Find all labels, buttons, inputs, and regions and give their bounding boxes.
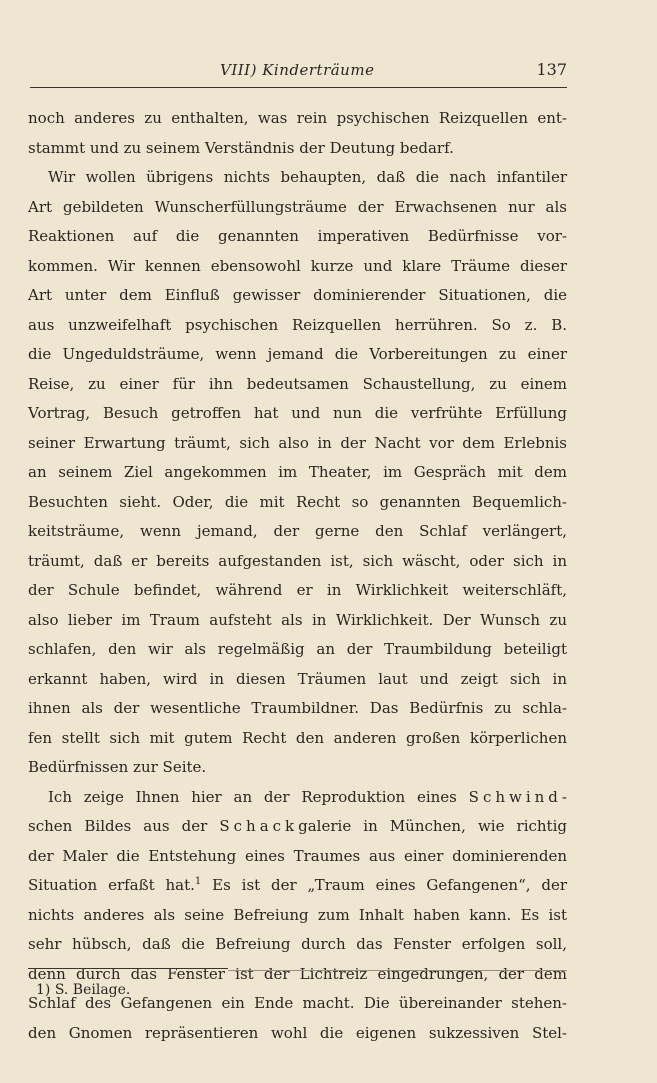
text-line: kommen. Wir kennen ebensowohl kurze und klare Träume dieser: [28, 256, 567, 275]
footnote-rule: [28, 968, 228, 969]
text-line: Art unter dem Einfluß gewisser dominierender Situationen, die: [28, 286, 567, 304]
body-text: [28, 104, 567, 1048]
text-line: der Maler die Entstehung eines Traumes aus einer dominierenden: [28, 846, 567, 865]
text-line: keitsträume, wenn jemand, der gerne den Schlaf verlängert,: [28, 522, 567, 540]
text-line: Reaktionen auf die genannten imperativen Bedürfnisse vor-: [28, 227, 567, 245]
text-line: Wir wollen übrigens nichts behaupten, daß die nach infantiler: [48, 168, 567, 186]
text-line: die Ungeduldsträume, wenn jemand die Vorbereitungen zu einer: [28, 345, 567, 363]
text-line: Bedürfnissen zur Seite.: [28, 758, 207, 776]
text-line: fen stellt sich mit gutem Recht den anderen großen körperlichen: [28, 728, 567, 747]
name-spaced: Schwind: [468, 787, 562, 806]
text-line: noch anderes zu enthalten, was rein psychischen Reizquellen ent-: [28, 109, 567, 127]
text-line: Reise, zu einer für ihn bedeutsamen Schaustellung, zu einem: [28, 374, 567, 393]
footnote: 1) S. Beilage.: [36, 982, 131, 998]
footnote-rule-faint: [228, 970, 567, 971]
text-line: erkannt haben, wird in diesen Träumen laut und zeigt sich in: [28, 669, 567, 688]
text-line: den Gnomen repräsentieren wohl die eigenen sukzessiven Stel-: [28, 1023, 567, 1042]
text-line: schen Bildes aus der Schackgalerie in München, wie richtig: [28, 817, 567, 835]
text-line: nichts anderes als seine Befreiung zum Inhalt haben kann. Es ist: [28, 905, 567, 924]
text-line: schlafen, den wir als regelmäßig an der Traumbildung beteiligt: [28, 640, 567, 658]
text-line: Schlaf des Gefangenen ein Ende macht. Die übereinander stehen-: [28, 994, 567, 1012]
text-line: der Schule befindet, während er in Wirklichkeit weiterschläft,: [28, 581, 567, 599]
name-spaced: Schack: [219, 817, 299, 835]
text-line: seiner Erwartung träumt, sich also in der Nacht vor dem Erlebnis: [28, 433, 567, 452]
footnote-ref: 1: [194, 876, 202, 887]
text-line: stammt und zu seinem Verständnis der Deutung bedarf.: [28, 138, 454, 157]
header-rule: [30, 87, 567, 88]
running-header: [30, 60, 567, 79]
text-line: Ich zeige Ihnen hier an der Reproduktion eines Schwind-: [48, 787, 567, 806]
text-line: also lieber im Traum aufsteht als in Wirklichkeit. Der Wunsch zu: [28, 610, 567, 629]
page-number: 137: [536, 60, 567, 79]
text-line: Vortrag, Besuch getroffen hat und nun die verfrühte Erfüllung: [28, 404, 567, 422]
text-line: an seinem Ziel angekommen im Theater, im Gespräch mit dem: [28, 463, 567, 481]
chapter-title: VIII) Kinderträume: [220, 61, 375, 79]
text-line: träumt, daß er bereits aufgestanden ist, sich wäscht, oder sich in: [28, 551, 567, 570]
text-line: ihnen als der wesentliche Traumbildner. Das Bedürfnis zu schla-: [28, 699, 567, 717]
text-line: aus unzweifelhaft psychischen Reizquellen herrühren. So z. B.: [28, 315, 567, 334]
text-line: Situation erfaßt hat.$^1$ Es ist der „Traum eines Gefangenen“, der: [28, 876, 568, 894]
text-line: sehr hübsch, daß die Befreiung durch das Fenster erfolgen soll,: [28, 935, 567, 953]
text-line: Art gebildeten Wunscherfüllungsträume der Erwachsenen nur als: [28, 197, 567, 216]
text-line: Besuchten sieht. Oder, die mit Recht so genannten Bequemlich-: [28, 492, 567, 511]
text-line: denn durch das Fenster ist der Lichtreiz eingedrungen, der dem: [28, 964, 567, 983]
